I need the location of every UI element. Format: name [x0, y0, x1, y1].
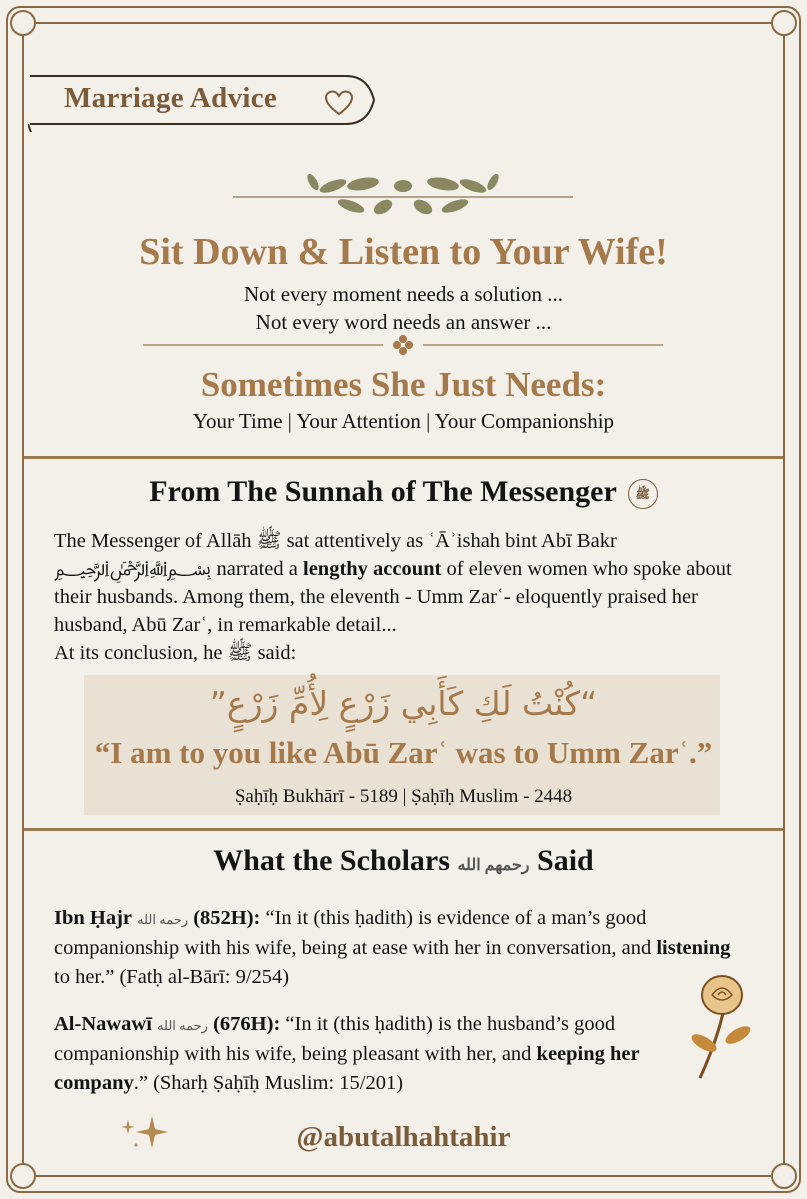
- corner-ornament: [10, 10, 36, 36]
- author-handle: @abutalhahtahir: [296, 1121, 511, 1153]
- corner-ornament: [771, 10, 797, 36]
- subtitle-line-1: Not every moment needs a solution ...: [243, 282, 564, 306]
- needs-title: Sometimes She Just Needs:: [200, 365, 607, 404]
- scholar-quote-nawawi: [54, 1010, 694, 1098]
- english-quote: “I am to you like Abū Zarʿ was to Umm Zarʿ.”: [94, 735, 713, 770]
- sunnah-paragraph: [54, 527, 754, 667]
- section-divider: [24, 828, 783, 831]
- salawat-icon: ﷺ: [628, 479, 658, 509]
- bold-text: keeping her company: [54, 1043, 640, 1094]
- scholar-year: (852H):: [193, 907, 261, 929]
- rahimahullah-icon: رحمه الله: [137, 912, 189, 927]
- text-span: “In it (this ḥadith) is the husband’s good companionship with his wife, being pleasant with her, and: [54, 1013, 616, 1065]
- text-span: “In it (this ḥadith) is evidence of a man’s good companionship with his wife, being at ease with her in conversation, and: [54, 907, 652, 959]
- text-span: narrated a: [216, 558, 298, 580]
- sunnah-heading-text: From The Sunnah of The Messenger: [149, 475, 617, 508]
- radiallahu-icon: ﷽: [54, 558, 212, 580]
- scholar-year: (676H):: [213, 1013, 281, 1035]
- scholars-heading: [0, 844, 807, 878]
- corner-ornament: [771, 1163, 797, 1189]
- text-span: of eleven women who spoke about their husbands. Among them, the eleventh - Umm Zarʿ- eloquently praised her husband, Abū Zarʿ, in remarkable detail...: [54, 558, 732, 636]
- flower-divider: [143, 335, 663, 355]
- scholar-name: Ibn Ḥajr: [54, 907, 133, 929]
- bold-text: listening: [656, 937, 731, 959]
- hadith-reference: Ṣaḥīḥ Bukhārī - 5189 | Ṣaḥīḥ Muslim - 2448: [234, 786, 573, 807]
- text-span: sat attentively as ʿĀʾishah bint Abī Bakr: [286, 530, 617, 552]
- heart-icon: [324, 90, 354, 116]
- section-divider: [24, 456, 783, 459]
- rose-icon: [678, 973, 758, 1083]
- sunnah-heading: [0, 475, 807, 509]
- subtitle-line-2: Not every word needs an answer ...: [255, 310, 552, 334]
- rahimahumullah-icon: رحمهم الله: [457, 857, 530, 874]
- bold-text: lengthy account: [303, 558, 442, 580]
- text-span: .” (Sharḥ Ṣaḥīḥ Muslim: 15/201): [133, 1072, 404, 1094]
- text-span: to her.” (Fatḥ al-Bārī: 9/254): [54, 966, 290, 988]
- arabic-quote: “كُنْتُ لَكِ كَأَبِي زَرْعٍ لِأُمِّ زَرْعٍ”: [209, 684, 598, 723]
- scholars-heading-text: Said: [537, 844, 594, 877]
- text-span: said:: [257, 642, 297, 664]
- salawat-icon: ﷺ: [256, 530, 282, 552]
- text-span: The Messenger of Allāh: [54, 530, 252, 552]
- corner-ornament: [10, 1163, 36, 1189]
- main-title: Sit Down & Listen to Your Wife!: [139, 231, 668, 273]
- leaf-garland-ornament: [233, 172, 573, 222]
- scholar-quote-ibn-hajr: [54, 904, 734, 992]
- badge-label: Marriage Advice: [64, 82, 278, 114]
- salawat-icon: ﷺ: [227, 642, 253, 664]
- text-span: At its conclusion, he: [54, 642, 223, 664]
- scholars-heading-text: What the Scholars: [213, 844, 450, 877]
- scholar-name: Al-Nawawī: [54, 1013, 152, 1035]
- rahimahullah-icon: رحمه الله: [157, 1018, 208, 1033]
- marriage-advice-badge: [28, 68, 380, 132]
- needs-list: Your Time | Your Attention | Your Companionship: [192, 409, 615, 433]
